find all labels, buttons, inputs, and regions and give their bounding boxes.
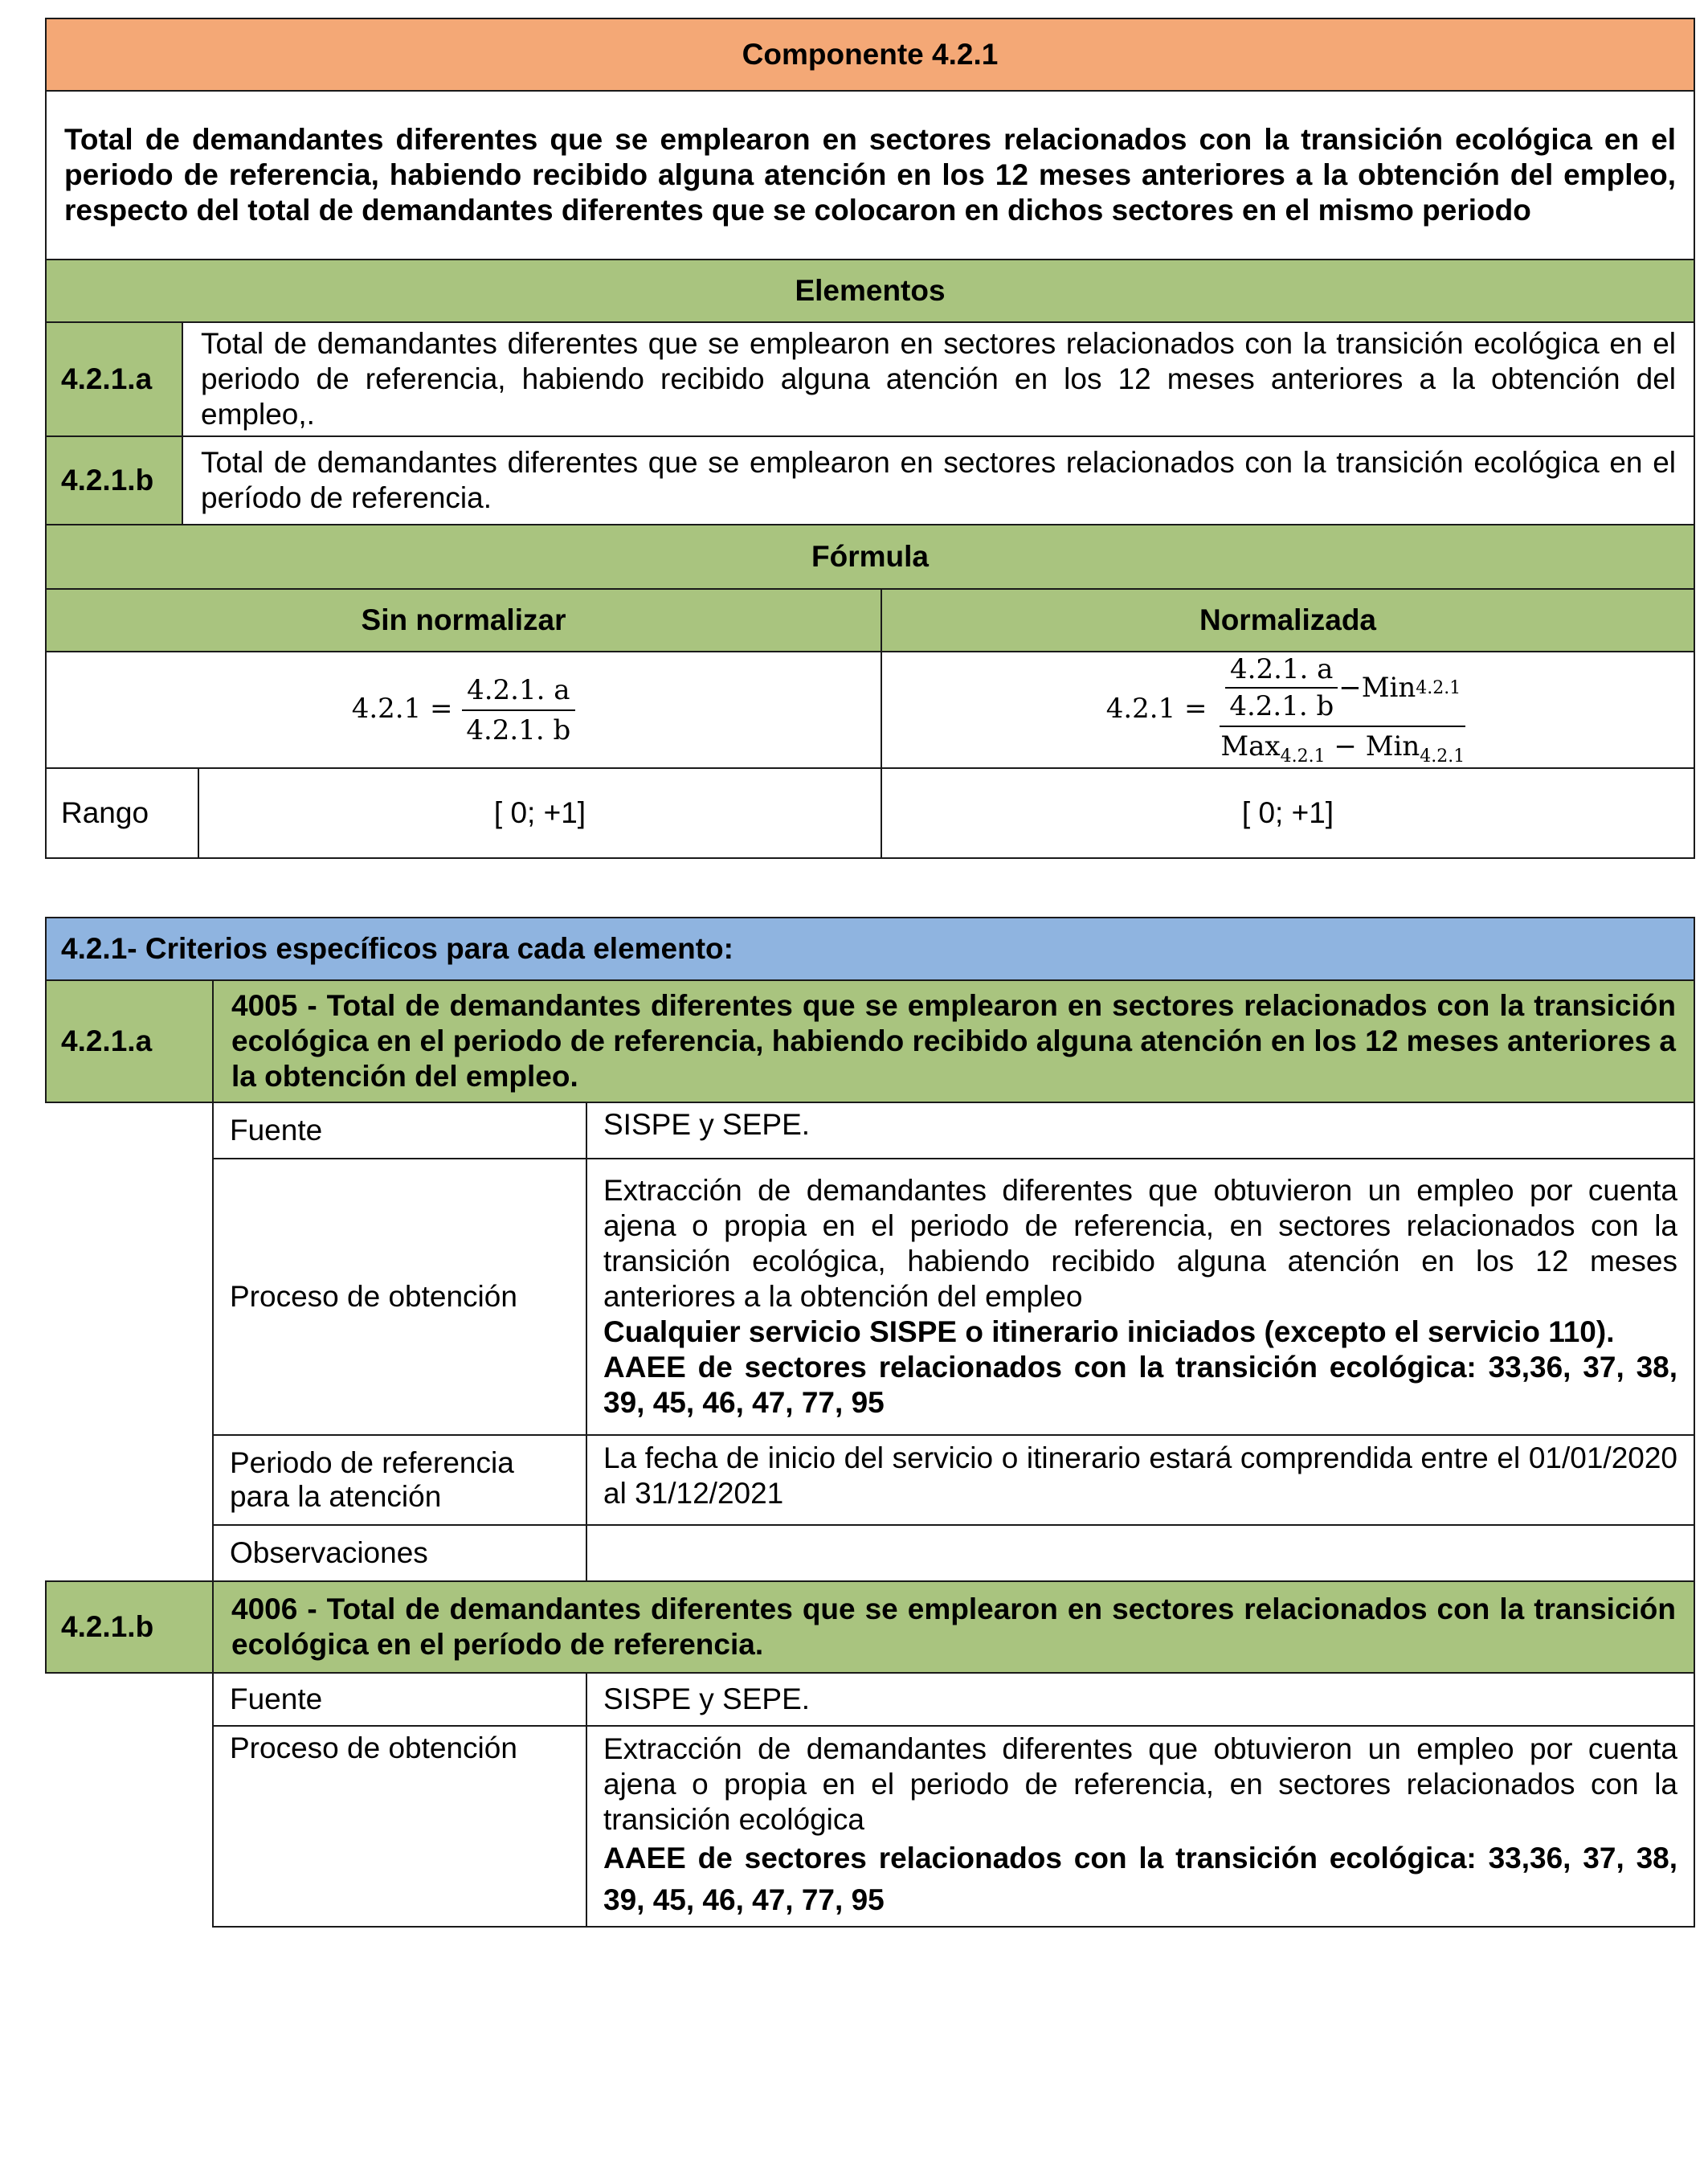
numerator [1220,653,1465,727]
formula-raw [351,673,576,746]
criterios-header: 4.2.1- Criterios específicos para cada elemento: [46,918,1694,980]
element-description: Total de demandantes diferentes que se emplearon en sectores relacionados con la transición ecológica en el periodo de referencia, habiendo recibido alguna atención en los 12 meses anteriores a la obtención del empleo,. [182,322,1694,436]
min-label: Min [1361,672,1416,704]
inner-numerator: 4.2.1. a [1225,653,1338,689]
max-subscript: 4.2.1 [1280,746,1326,767]
criterios-table [45,917,1695,1928]
formula-lhs: 4.2.1 = [1105,692,1207,725]
formula-normalized [1105,653,1470,767]
proceso-servicios: Cualquier servicio SISPE o itinerario iniciados (excepto el servicio 110). [603,1315,1615,1348]
spacer [46,1726,213,1927]
proceso-aaee: AAEE de sectores relacionados con la transición ecológica: 33,36, 37, 38, 39, 45, 46, 47, 77, 95 [603,1842,1678,1916]
proceso-text: Extracción de demandantes diferentes que obtuvieron un empleo por cuenta ajena o propia en el periodo de referencia, en sectores relacionados con la transición ecológica, habiendo recibido alguna atención en los 12 meses anteriores a la obtención del empleo [603,1174,1678,1313]
formula-col-normalizada: Normalizada [881,589,1694,652]
min-subscript: 4.2.1 [1416,677,1461,698]
component-description: Total de demandantes diferentes que se emplearon en sectores relacionados con la transición ecológica en el periodo de referencia, habiendo recibido alguna atención en los 12 meses anteriores a la obtención del empleo, respecto del total de demandantes diferentes que se colocaron en dichos sectores en el mismo periodo [46,91,1694,260]
proceso-text: Extracción de demandantes diferentes que obtuvieron un empleo por cuenta ajena o propia en el periodo de referencia, en sectores relacionados con la transición ecológica [603,1732,1678,1836]
proceso-label: Proceso de obtención [213,1159,586,1435]
fuente-label: Fuente [213,1673,586,1726]
fuente-value: SISPE y SEPE. [586,1102,1694,1159]
element-description: Total de demandantes diferentes que se emplearon en sectores relacionados con la transición ecológica en el período de referencia. [182,436,1694,525]
observaciones-value [586,1525,1694,1581]
spacer [46,1102,213,1159]
proceso-aaee: AAEE de sectores relacionados con la transición ecológica: 33,36, 37, 38, 39, 45, 46, 47, 77, 95 [603,1351,1678,1419]
minus-sign: − [1338,672,1362,704]
spacer [46,1435,213,1525]
fraction [1216,653,1469,767]
spacer [46,1525,213,1581]
formula-normalizada [881,652,1694,768]
formula-col-sin-normalizar: Sin normalizar [46,589,881,652]
component-table [45,18,1695,859]
inner-denominator: 4.2.1. b [1229,690,1334,722]
component-title: Componente 4.2.1 [46,18,1694,91]
min-label: Min [1365,730,1420,762]
proceso-value [586,1726,1694,1927]
criterio-title: 4005 - Total de demandantes diferentes que se emplearon en sectores relacionados con la transición ecológica en el periodo de referencia, habiendo recibido alguna atención en los 12 meses anteriores a la obtención del empleo. [213,980,1694,1102]
proceso-value [586,1159,1694,1435]
elementos-header: Elementos [46,260,1694,322]
element-code: 4.2.1.a [46,322,182,436]
criterio-code: 4.2.1.b [46,1581,213,1673]
rango-sin-normalizar: [ 0; +1] [198,768,881,858]
fuente-label: Fuente [213,1102,586,1159]
fuente-value: SISPE y SEPE. [586,1673,1694,1726]
element-code: 4.2.1.b [46,436,182,525]
numerator: 4.2.1. a [462,674,574,711]
denominator [1216,727,1469,767]
formula-lhs: 4.2.1 = [351,692,453,725]
max-label: Max [1220,730,1281,762]
spacer [46,1159,213,1435]
observaciones-label: Observaciones [213,1525,586,1581]
criterio-code: 4.2.1.a [46,980,213,1102]
formula-sin-normalizar [46,652,881,768]
rango-label: Rango [46,768,198,858]
criterio-title: 4006 - Total de demandantes diferentes que se emplearon en sectores relacionados con la transición ecológica en el período de referencia. [213,1581,1694,1673]
spacer [46,1673,213,1726]
fraction [461,674,575,746]
denominator: 4.2.1. b [466,713,571,746]
periodo-value: La fecha de inicio del servicio o itinerario estará comprendida entre el 01/01/2020 al 31/12/2021 [586,1435,1694,1525]
proceso-label: Proceso de obtención [213,1726,586,1927]
min-subscript: 4.2.1 [1420,746,1465,767]
inner-fraction [1224,653,1338,722]
formula-header: Fórmula [46,525,1694,589]
minus-sign: − [1334,730,1357,762]
periodo-label: Periodo de referencia para la atención [213,1435,586,1525]
rango-normalizada: [ 0; +1] [881,768,1694,858]
